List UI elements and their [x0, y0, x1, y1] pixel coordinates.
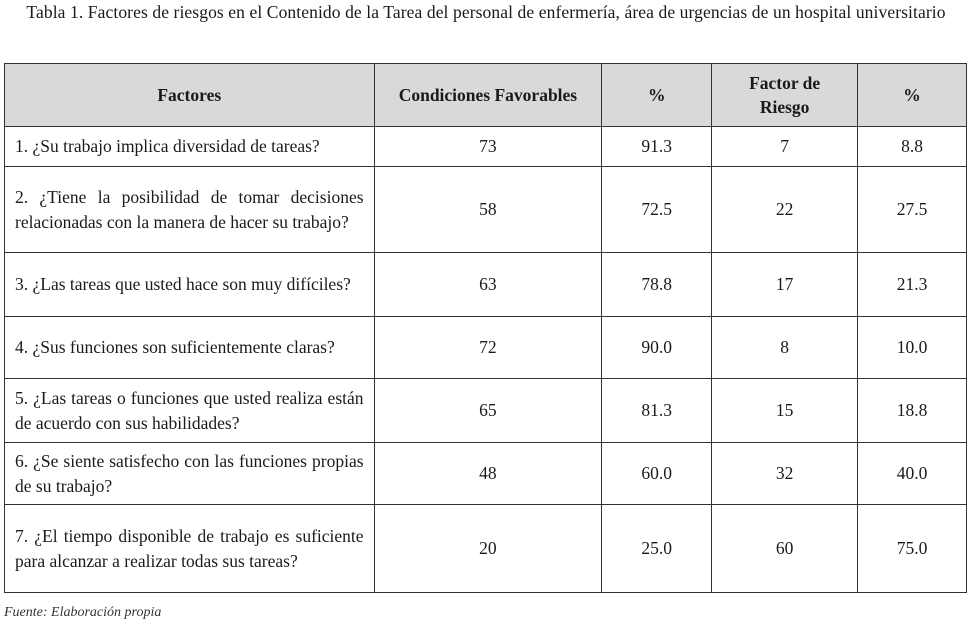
- question-cell: 6. ¿Se siente satisfecho con las funciones propias de su trabajo?: [5, 443, 375, 505]
- header-percent-favorables: %: [602, 64, 712, 127]
- table-row: [5, 127, 967, 167]
- risk-factors-table: [4, 63, 967, 593]
- favorables-cell: 58: [374, 167, 602, 253]
- riesgo-cell: 22: [712, 167, 858, 253]
- table-caption: Tabla 1. Factores de riesgos en el Contenido de la Tarea del personal de enfermería, área de urgencias de un hospital universitario: [26, 2, 946, 22]
- question-cell: 2. ¿Tiene la posibilidad de tomar decisiones relacionadas con la manera de hacer su trabajo?: [5, 167, 375, 253]
- percent-riesgo-cell: 18.8: [858, 379, 967, 443]
- percent-favorables-cell: 90.0: [602, 317, 712, 379]
- question-cell: 4. ¿Sus funciones son suficientemente claras?: [5, 317, 375, 379]
- riesgo-cell: 7: [712, 127, 858, 167]
- header-row: [5, 64, 967, 127]
- percent-riesgo-cell: 8.8: [858, 127, 967, 167]
- favorables-cell: 73: [374, 127, 602, 167]
- table-row: [5, 379, 967, 443]
- source-note: Fuente: Elaboración propia: [4, 605, 162, 620]
- favorables-cell: 48: [374, 443, 602, 505]
- riesgo-cell: 60: [712, 505, 858, 593]
- favorables-cell: 72: [374, 317, 602, 379]
- question-cell: 7. ¿El tiempo disponible de trabajo es suficiente para alcanzar a realizar todas sus tareas?: [5, 505, 375, 593]
- header-condiciones-favorables: Condiciones Favorables: [374, 64, 602, 127]
- favorables-cell: 65: [374, 379, 602, 443]
- percent-favorables-cell: 78.8: [602, 253, 712, 317]
- percent-favorables-cell: 25.0: [602, 505, 712, 593]
- header-percent-riesgo: %: [858, 64, 967, 127]
- table-body: [5, 127, 967, 593]
- percent-riesgo-cell: 10.0: [858, 317, 967, 379]
- table-header: [5, 64, 967, 127]
- percent-riesgo-cell: 27.5: [858, 167, 967, 253]
- percent-favorables-cell: 91.3: [602, 127, 712, 167]
- riesgo-cell: 32: [712, 443, 858, 505]
- percent-favorables-cell: 60.0: [602, 443, 712, 505]
- table-row: [5, 505, 967, 593]
- table-row: [5, 443, 967, 505]
- header-factores: Factores: [5, 64, 375, 127]
- percent-favorables-cell: 72.5: [602, 167, 712, 253]
- riesgo-cell: 17: [712, 253, 858, 317]
- percent-riesgo-cell: 21.3: [858, 253, 967, 317]
- percent-riesgo-cell: 75.0: [858, 505, 967, 593]
- question-cell: 3. ¿Las tareas que usted hace son muy difíciles?: [5, 253, 375, 317]
- favorables-cell: 20: [374, 505, 602, 593]
- header-factor-riesgo: Factor de Riesgo: [712, 64, 858, 127]
- table-row: [5, 167, 967, 253]
- percent-riesgo-cell: 40.0: [858, 443, 967, 505]
- riesgo-cell: 8: [712, 317, 858, 379]
- favorables-cell: 63: [374, 253, 602, 317]
- percent-favorables-cell: 81.3: [602, 379, 712, 443]
- question-cell: 1. ¿Su trabajo implica diversidad de tareas?: [5, 127, 375, 167]
- question-cell: 5. ¿Las tareas o funciones que usted realiza están de acuerdo con sus habilidades?: [5, 379, 375, 443]
- table-row: [5, 253, 967, 317]
- riesgo-cell: 15: [712, 379, 858, 443]
- table-row: [5, 317, 967, 379]
